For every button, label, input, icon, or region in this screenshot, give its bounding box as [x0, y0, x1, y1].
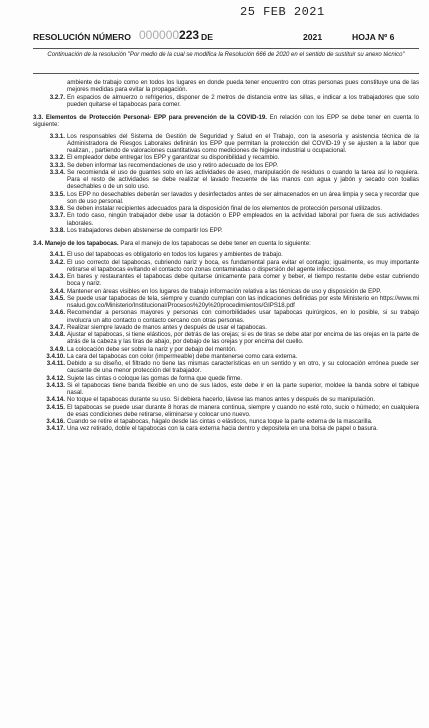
item-text: Recomendar a personas mayores y personas con comorbilidades usar tapabocas quirúrgicos, en lo posible, si su trabajo involucra un alto contacto o contacto cercano con otras personas.	[67, 309, 419, 324]
date-stamp: 25 FEB 2021	[240, 5, 325, 19]
item-text: Los EPP no desechables deberán ser lavados y desinfectados antes de ser almacenados en un área limpia y seca y recordar que son de uso personal.	[67, 190, 419, 205]
item-text: Los trabajadores deben abstenerse de compartir los EPP.	[67, 226, 223, 234]
item-number: 3.4.7.	[49, 323, 65, 331]
list-item	[33, 396, 419, 403]
item-number: 3.4.8.	[49, 331, 65, 338]
item-number: 3.3.2.	[49, 154, 65, 162]
item-number: 3.4.14.	[46, 396, 65, 404]
item-number: 3.3.4.	[49, 168, 65, 176]
item-number: 3.2.7.	[49, 93, 65, 101]
section-3-4-heading	[33, 240, 419, 247]
item-text: El tapabocas se puede usar durante 8 horas de manera continua, siempre y cuando no esté roto, sucio o húmedo; en cualquiera de esas condiciones debe retirarse, eliminarse y colocar uno nuevo.	[67, 403, 419, 418]
list-item	[33, 353, 419, 360]
list-item	[33, 259, 419, 274]
page-number: HOJA Nº 6	[352, 32, 395, 42]
list-item	[33, 94, 419, 109]
item-number: 3.4.3.	[49, 273, 65, 280]
item-text: Mantener en áreas visibles en los lugares de trabajo información relativa a las técnicas de uso y disposición de EPP.	[67, 287, 382, 295]
intro-paragraph: ambiente de trabajo como en todos los lugares en donde pueda tener encuentro con otras personas pues constituye una de las mejores medidas para evitar la propagación.	[67, 79, 419, 94]
item-text: Se puede usar tapabocas de tela, siempre y cuando cumplan con las indicaciones definidas por este Ministerio en https://www.minsalud.gov.co/Ministerio/Institucional/Procesos%20y%20procedimientos/GIPS18.pdf	[67, 294, 419, 309]
item-number: 3.4.5.	[49, 294, 65, 302]
item-text: Ajustar el tapabocas, si tiene elásticos, por detrás de las orejas; si es de tiras se debe atar por encima de las orejas en la parte de atrás de la cabeza y las tiras de abajo, por debajo de las orejas y por encima del cuello.	[67, 331, 419, 346]
item-text: Debido a su diseño, el filtrado no tiene las mismas características en un sentido y en otro, y su colocación errónea puede ser causante de una menor protección del trabajador.	[67, 360, 419, 375]
item-text: Se deben instalar recipientes adecuados para la disposición final de los elementos de protección personal utilizados.	[67, 205, 383, 212]
list-item	[33, 288, 419, 295]
item-number: 3.4.6.	[49, 309, 65, 317]
list-item	[33, 425, 419, 432]
item-number: 3.3.8.	[49, 226, 65, 234]
item-text: Los responsables del Sistema de Gestión de Seguridad y Salud en el Trabajo, con la asesoría y asistencia técnica de la Administradora de Riesgos Laborales definirán los EPP que permitan la protección del COVID-19 y se ajusten a la labor que realizan, , partiendo de valoraciones cuantitativas como mediciones de higiene industrial u ocupacional.	[67, 132, 419, 154]
section-title: 3.3. Elementos de Protección Personal- EPP para prevención de la COVID-19.	[33, 114, 267, 121]
item-number: 3.4.4.	[49, 287, 65, 295]
item-text: El uso del tapabocas es obligatorio en todos los lugares y ambientes de trabajo.	[67, 251, 283, 259]
resolution-number-main: 223	[179, 28, 200, 42]
list-item	[33, 162, 419, 169]
list-item	[33, 205, 419, 212]
item-number: 3.4.13.	[46, 381, 65, 389]
item-number: 3.3.7.	[49, 212, 65, 220]
item-number: 3.4.2.	[49, 258, 65, 266]
list-item	[33, 346, 419, 353]
list-item	[33, 309, 419, 324]
item-number: 3.4.17.	[46, 425, 65, 433]
item-text: La colocación debe ser sobre la nariz y por debajo del mentón.	[67, 345, 237, 353]
item-text: La cara del tapabocas con color (impermeable) debe mantenerse como cara externa.	[67, 352, 298, 360]
item-text: No toque el tapabocas durante su uso. Si debiera hacerlo, lávese las manos antes y después de su manipulación.	[67, 396, 375, 404]
item-text: En espacios de almuerzo o refrigerios, disponer de 2 metros de distancia entre las sillas, e indicar a los trabajadores que solo pueden quitarse el tapabocas para comer.	[67, 93, 419, 108]
item-number: 3.3.1.	[49, 132, 65, 140]
continuation-banner: Continuación de la resolución "Por medio de la cual se modifica la Resolución 666 de 2020 en el sentido de sustituir su anexo técnico"	[33, 48, 419, 74]
resolution-year: 2021	[303, 32, 323, 42]
list-item	[33, 382, 419, 397]
list-item	[33, 273, 419, 288]
list-item	[33, 360, 419, 375]
item-text: Se recomienda el uso de guantes solo en las actividades de aseo, manipulación de residuos o cuando la tarea así lo requiera. Para el resto de actividades se debe realizar el lavado frecuente de las manos con agua y jabón y secado con toallas desechables o de un solo uso.	[67, 168, 419, 191]
item-text: En bares y restaurantes el tapabocas debe quitarse únicamente para comer y beber, el tiempo restante debe estar cubriendo boca y nariz.	[67, 273, 419, 288]
list-item	[33, 251, 419, 258]
item-number: 3.4.11.	[46, 360, 65, 367]
de-label: DE	[201, 32, 213, 42]
list-item	[33, 212, 419, 227]
item-number: 3.4.1.	[49, 251, 65, 259]
item-text: En todo caso, ningún trabajador debe usar la dotación o EPP empleados en la actividad laboral por fuera de sus actividades laborales.	[67, 212, 419, 227]
item-number: 3.4.9.	[49, 345, 65, 353]
section-3-4-list	[33, 251, 419, 432]
item-text: Cuando se retire el tapabocas, hágalo desde las cintas o elásticos, nunca toque la parte externa de la mascarilla.	[67, 418, 373, 425]
item-number: 3.3.6.	[49, 205, 65, 212]
list-item	[33, 375, 419, 382]
section-intro: En relación con los EPP se debe tener en cuenta lo siguiente:	[33, 114, 419, 129]
item-number: 3.3.3.	[49, 161, 65, 169]
list-item	[33, 227, 419, 234]
item-number: 3.4.15.	[46, 403, 65, 411]
item-number: 3.4.10.	[46, 352, 65, 360]
list-item	[33, 133, 419, 155]
resolution-number	[139, 28, 199, 42]
item-text: El uso correcto del tapabocas, cubriendo nariz y boca, es fundamental para evitar el contagio; igualmente, es muy importante retirarse el tapabocas evitando el contacto con zonas contaminadas o dispersión del agente infeccioso.	[67, 258, 419, 273]
document-body	[33, 79, 419, 433]
section-3-3-heading	[33, 114, 419, 129]
list-item	[33, 331, 419, 346]
list-item	[33, 418, 419, 425]
item-text: El empleador debe entregar los EPP y garantizar su disponibilidad y recambio.	[67, 154, 280, 162]
item-text: Se deben informar las recomendaciones de uso y retiro adecuado de los EPP.	[67, 161, 278, 169]
resolution-number-faint: 000000	[139, 28, 180, 42]
section-3-3-list	[33, 133, 419, 235]
item-number: 3.3.5.	[49, 190, 65, 198]
resolution-header	[33, 30, 419, 44]
item-text: Sujete las cintas o coloque las gomas de forma que quede firme.	[67, 374, 243, 382]
resolution-label: RESOLUCIÓN NÚMERO	[33, 32, 131, 42]
list-item	[33, 154, 419, 161]
list-item	[33, 404, 419, 419]
list-item	[33, 324, 419, 331]
list-item	[33, 191, 419, 206]
list-item	[33, 295, 419, 310]
item-text: Si el tapabocas tiene banda flexible en uno de sus lados, este debe ir en la parte superior, moldee la banda sobre el tabique nasal.	[67, 381, 419, 396]
item-number: 3.4.12.	[46, 374, 65, 382]
section-intro: Para el manejo de los tapabocas se debe tener en cuenta lo siguiente:	[118, 240, 311, 247]
item-text: Realizar siempre lavado de manos antes y después de usar el tapabocas.	[67, 323, 267, 331]
item-number: 3.4.16.	[46, 418, 65, 425]
section-title: 3.4. Manejo de los tapabocas.	[33, 240, 119, 247]
item-text: Una vez retirado, doble el tapabocas con la cara externa hacia dentro y depositela en una bolsa de papel o basura.	[67, 425, 378, 433]
list-item	[33, 169, 419, 191]
